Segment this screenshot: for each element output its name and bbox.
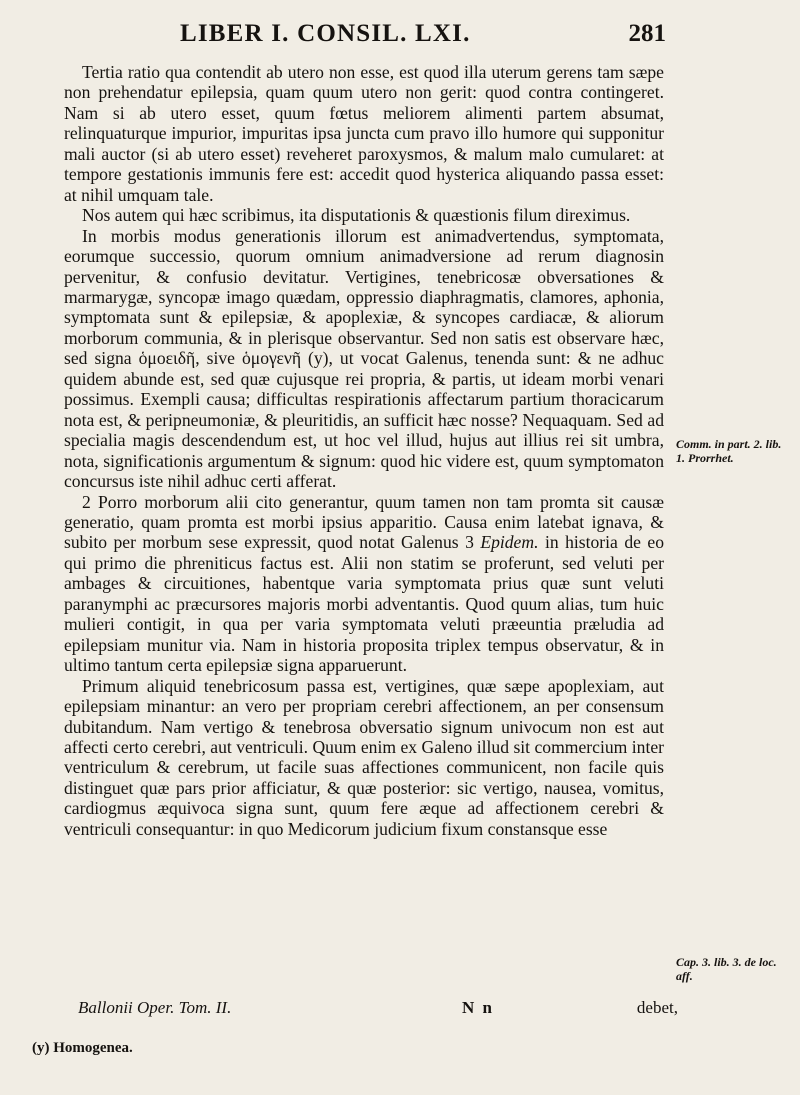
paragraph-porro-text-before: 2 Porro morborum alii cito generantur, quum tamen non tam promta sit causæ generatio, quam promta est morbi ipsius apparitio. Causa enim latebat ignava, & subito per morbum sese expressit, quod notat Galenus 3 — [64, 491, 664, 553]
paragraph-porro-morborum — [64, 492, 664, 676]
epidem-citation: Epidem. — [480, 532, 539, 553]
paragraph-in-morbis: In morbis modus generationis illorum est animadvertendus, symptomata, eorumque successio, quorum omnium animadversione ad rerum diagnosin pervenitur, & confusio devitatur. Vertigines, tenebricosæ obversationes & marmarygæ, syncopæ imago quædam, oppressio diaphragmatis, clamores, aphonia, symptomata sunt & epilepsiæ, & apoplexiæ, & syncopes cardiacæ, & aliorum morborum communia, & in plerisque observantur. Sed non satis est observare hæc, sed signa ὁμοειδῆ, sive ὁμογενῆ (y), ut vocat Galenus, tenenda sunt: & ne adhuc quidem abunde est, sed quæ cujusque rei propria, & partis, ut ideam morbi venari possimus. Exempli causa; difficultas respirationis affectarum partium thoracicarum nota est, & peripneumoniæ, & pleuritidis, an sufficit hæc nosse? Nequaquam. Sed ad specialia magis descendendum est, ut hoc vel illud, hujus aut illius rei sit umbra, nota, significationis argumentum & signum: quod hic videre est, quum symptomaton concursus iste nihil adhuc certi afferat. — [64, 225, 664, 492]
main-text — [64, 62, 664, 839]
paragraph-porro-text-after: in historia de eo qui primo die phreniticus factus est. Alii non statim se proferunt, sed veluti per ambages & circuitiones, habentque varia symptomata prius quæ sunt veluti paranymphi ac præcursores majoris morbi adventantis. Quod quum alias, tum huic mulieri contigit, in qua per varia symptomata veluti præeuntia præludia ad epilepsiam munitur via. Nam in historia proposita triplex tempus observatur, & in ultimo tantum certa epilepsiæ signa apparuerunt. — [64, 532, 665, 676]
running-head: LIBER I. CONSIL. LXI. — [180, 20, 471, 47]
signature-mark: N n — [462, 998, 494, 1017]
signature-line: Ballonii Oper. Tom. II. — [78, 998, 232, 1017]
paragraph-tertia-ratio: Tertia ratio qua contendit ab utero non esse, est quod illa uterum gerens tam sæpe non prehendatur epilepsia, quam quum utero non gerit: quod contra contingeret. Nam si ab utero esset, quum fœtus meliorem alimenti partem absumat, relinquaturque impurior, impuritas ipsa juncta cum pravo illo humore qui supponitur mali auctor (si ab utero esset) reveheret paroxysmos, & malum malo cumularet: at tempore gestationis immunis fere est: accedit quod hysterica aliquando passa esset: at nihil umquam tale. — [64, 62, 664, 205]
page-number: 281 — [628, 20, 666, 47]
margin-note-comm: Comm. in part. 2. lib. 1. Prorrhet. — [676, 437, 782, 465]
paragraph-nos-autem: Nos autem qui hæc scribimus, ita disputationis & quæstionis filum direximus. — [82, 205, 631, 226]
margin-note-cap: Cap. 3. lib. 3. de loc. aff. — [676, 955, 777, 983]
page-footer — [78, 998, 678, 1020]
page-header — [80, 20, 670, 54]
paragraph-primum-aliquid: Primum aliquid tenebricosum passa est, vertigines, quæ sæpe apoplexiam, aut epilepsiam minantur: an vero per propriam cerebri affectionem, an per consensum dubitandum. Nam vertigo & tenebrosa obversatio signum univocum non est aut affecti certo cerebri, aut ventriculi. Quum enim ex Galeno illud sit commercium inter ventriculum & cerebrum, ut facile suas affectiones communicent, non facile quis distinguet quæ pars prior afficiatur, & quæ posterior: sic vertigo, nausea, vomitus, cardiogmus æquivoca signa sunt, quum fere æque ad affectionem cerebri & ventriculi consequantur: in quo Medicorum judicium fixum constansque esse — [64, 675, 664, 839]
footnote: (y) Homogenea. — [32, 1040, 133, 1056]
catchword: debet, — [636, 998, 678, 1017]
